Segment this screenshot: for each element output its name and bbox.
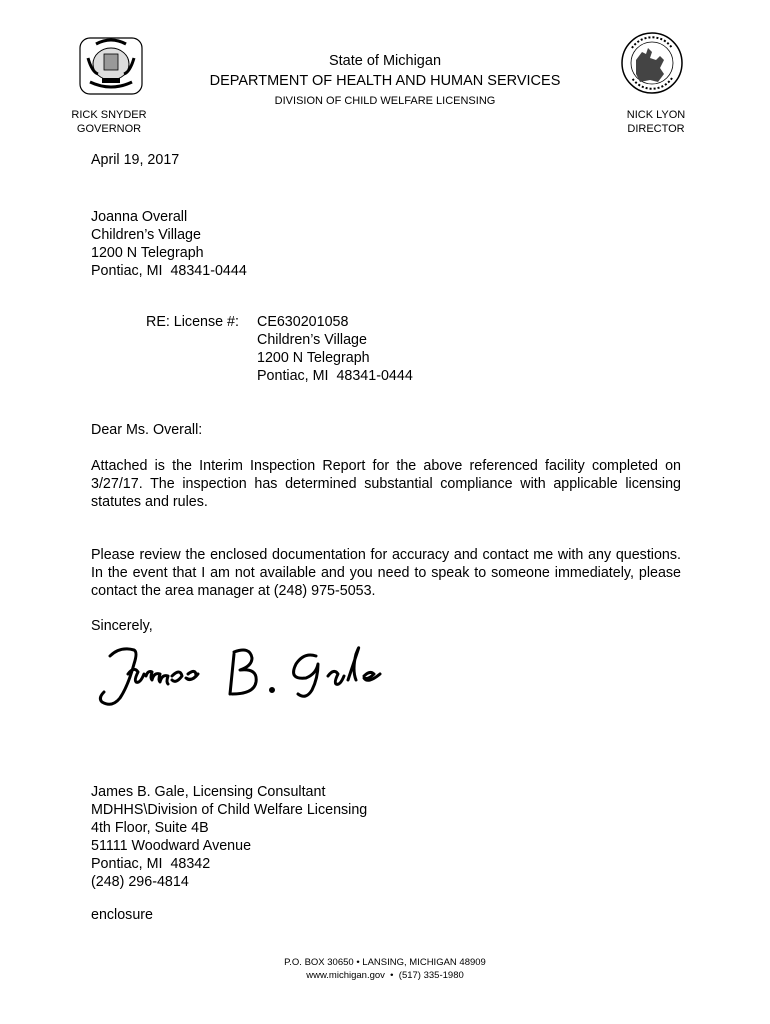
sender-line: Pontiac, MI 48342 — [91, 856, 211, 872]
re-line: Pontiac, MI 48341-0444 — [257, 368, 413, 384]
recipient-address — [91, 208, 247, 280]
recipient-line: 1200 N Telegraph — [91, 245, 204, 261]
re-details — [257, 313, 413, 385]
governor-name: RICK SNYDER — [71, 109, 147, 121]
closing: Sincerely, — [91, 618, 153, 634]
re-line: Children’s Village — [257, 332, 367, 348]
handwritten-signature — [92, 632, 392, 712]
recipient-line: Joanna Overall — [91, 209, 188, 225]
sender-line: MDHHS\Division of Child Welfare Licensing — [91, 802, 368, 818]
letterhead-state: State of Michigan — [328, 53, 442, 69]
letterhead-department: DEPARTMENT OF HEALTH AND HUMAN SERVICES — [209, 73, 561, 89]
recipient-line: Children’s Village — [91, 227, 201, 243]
body-paragraph-2: Please review the enclosed documentation for accuracy and contact me with any questions. In the event that I am not available and you need to speak to someone immediately, please contact the area manager at (248) 975-5053. — [91, 547, 681, 599]
recipient-line: Pontiac, MI 48341-0444 — [91, 263, 247, 279]
salutation: Dear Ms. Overall: — [91, 422, 203, 438]
sender-line: James B. Gale, Licensing Consultant — [91, 784, 326, 800]
sender-line: (248) 296-4814 — [91, 874, 189, 890]
signature-block — [91, 783, 367, 891]
sender-line: 51111 Woodward Avenue — [91, 838, 252, 854]
governor-title: GOVERNOR — [76, 123, 142, 135]
re-line: 1200 N Telegraph — [257, 350, 370, 366]
footer-contact: www.michigan.gov • (517) 335-1980 — [306, 970, 464, 981]
enclosure-note: enclosure — [91, 907, 153, 923]
director-block — [614, 108, 698, 136]
page-footer — [0, 956, 770, 982]
sender-line: 4th Floor, Suite 4B — [91, 820, 209, 836]
re-line: CE630201058 — [257, 314, 349, 330]
body-paragraph-1: Attached is the Interim Inspection Report for the above referenced facility completed on 3/27/17. The inspection has determined substantial compliance with applicable licensing statutes and rules. — [91, 458, 681, 510]
footer-address: P.O. BOX 30650 • LANSING, MICHIGAN 48909 — [284, 957, 486, 968]
letter-date: April 19, 2017 — [91, 152, 180, 168]
director-title: DIRECTOR — [627, 123, 685, 135]
letterhead-division: DIVISION OF CHILD WELFARE LICENSING — [274, 95, 496, 107]
director-name: NICK LYON — [626, 109, 686, 121]
re-label: RE: License #: — [146, 314, 239, 330]
governor-block — [60, 108, 158, 136]
